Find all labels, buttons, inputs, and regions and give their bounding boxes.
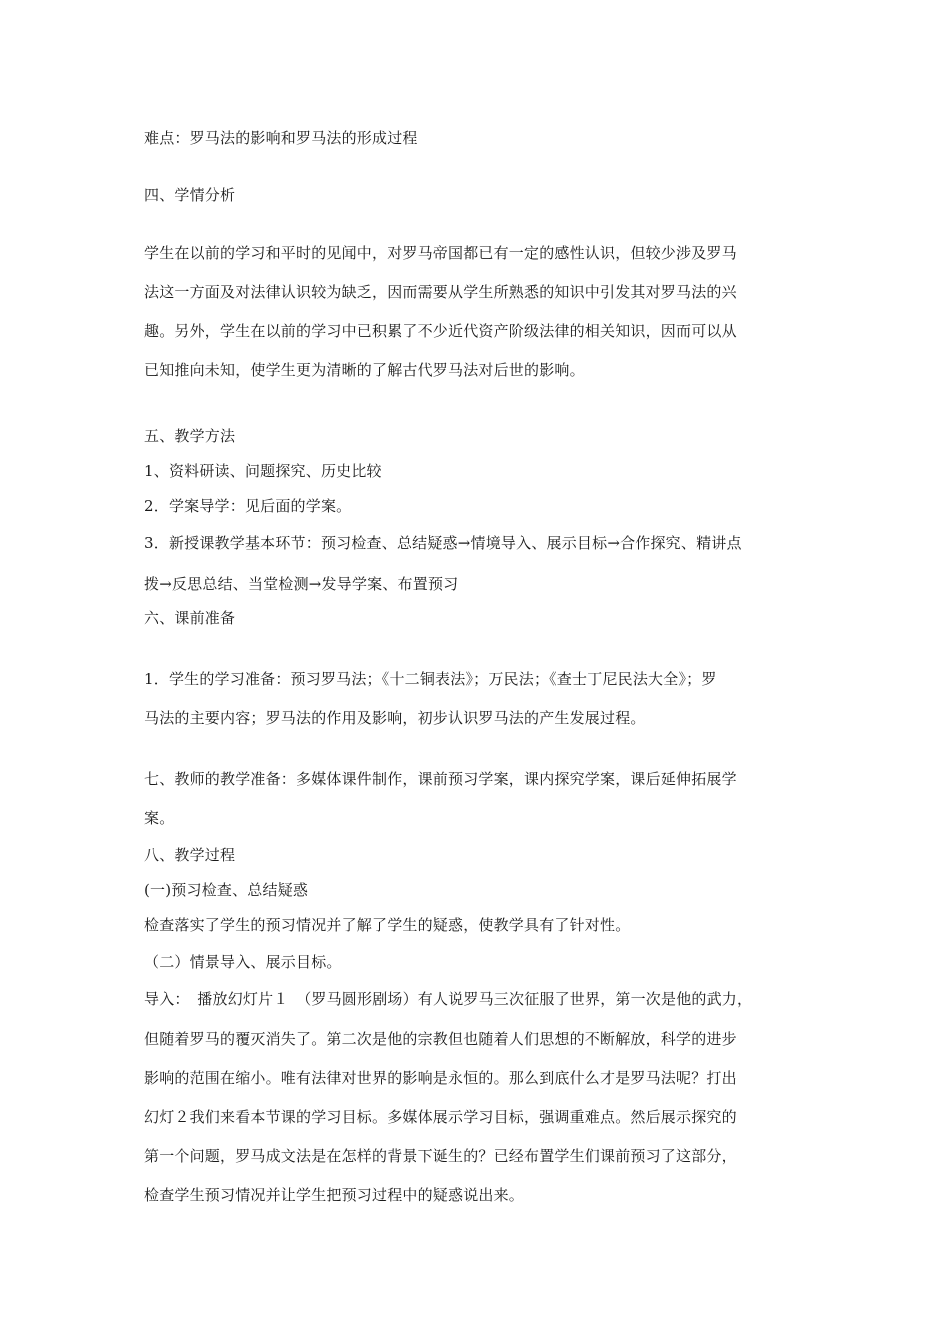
- paragraph-line: 检查落实了学生的预习情况并了解了学生的疑惑，使教学具有了针对性。: [144, 916, 631, 934]
- list-item: 2．学案导学：见后面的学案。: [144, 497, 352, 515]
- subsection-heading: (一)预习检查、总结疑惑: [144, 881, 309, 899]
- list-item: 1、资料研读、问题探究、历史比较: [144, 462, 382, 480]
- paragraph-line: 趣。另外，学生在以前的学习中已积累了不少近代资产阶级法律的相关知识，因而可以从: [144, 322, 737, 340]
- paragraph-line: 幻灯２我们来看本节课的学习目标。多媒体展示学习目标，强调重难点。然后展示探究的: [144, 1108, 737, 1126]
- section-heading-teacher-preparation: 七、教师的教学准备：多媒体课件制作，课前预习学案，课内探究学案，课后延伸拓展学: [144, 770, 737, 788]
- paragraph-line: 案。: [144, 809, 175, 827]
- section-heading-preparation: 六、课前准备: [144, 609, 236, 627]
- paragraph-line: 法这一方面及对法律认识较为缺乏，因而需要从学生所熟悉的知识中引发其对罗马法的兴: [144, 283, 737, 301]
- list-item-continuation: 拨→反思总结、当堂检测→发导学案、布置预习: [144, 575, 459, 593]
- paragraph-line: 导入： 播放幻灯片１ （罗马圆形剧场）有人说罗马三次征服了世界，第一次是他的武力，: [144, 990, 753, 1008]
- paragraph-line: 影响的范围在缩小。唯有法律对世界的影响是永恒的。那么到底什么才是罗马法呢？打出: [144, 1069, 737, 1087]
- paragraph-line: 学生在以前的学习和平时的见闻中，对罗马帝国都已有一定的感性认识，但较少涉及罗马: [144, 244, 737, 262]
- section-heading-teaching-methods: 五、教学方法: [144, 427, 236, 445]
- list-item: 1．学生的学习准备：预习罗马法；《十二铜表法》；万民法；《查士丁尼民法大全》；罗: [144, 670, 717, 688]
- paragraph-line: 已知推向未知，使学生更为清晰的了解古代罗马法对后世的影响。: [144, 361, 585, 379]
- subsection-heading: （二）情景导入、展示目标。: [144, 953, 342, 971]
- list-item: 3．新授课教学基本环节：预习检查、总结疑惑→情境导入、展示目标→合作探究、精讲点: [144, 534, 742, 552]
- paragraph-line: 检查学生预习情况并让学生把预习过程中的疑惑说出来。: [144, 1186, 525, 1204]
- paragraph-line: 但随着罗马的覆灭消失了。第二次是他的宗教但也随着人们思想的不断解放，科学的进步: [144, 1030, 737, 1048]
- paragraph-line: 第一个问题，罗马成文法是在怎样的背景下诞生的？已经布置学生们课前预习了这部分，: [144, 1147, 737, 1165]
- difficulty-line: 难点：罗马法的影响和罗马法的形成过程: [144, 129, 418, 147]
- list-item-continuation: 马法的主要内容；罗马法的作用及影响，初步认识罗马法的产生发展过程。: [144, 709, 646, 727]
- section-heading-teaching-process: 八、教学过程: [144, 846, 236, 864]
- section-heading-learning-analysis: 四、学情分析: [144, 186, 236, 204]
